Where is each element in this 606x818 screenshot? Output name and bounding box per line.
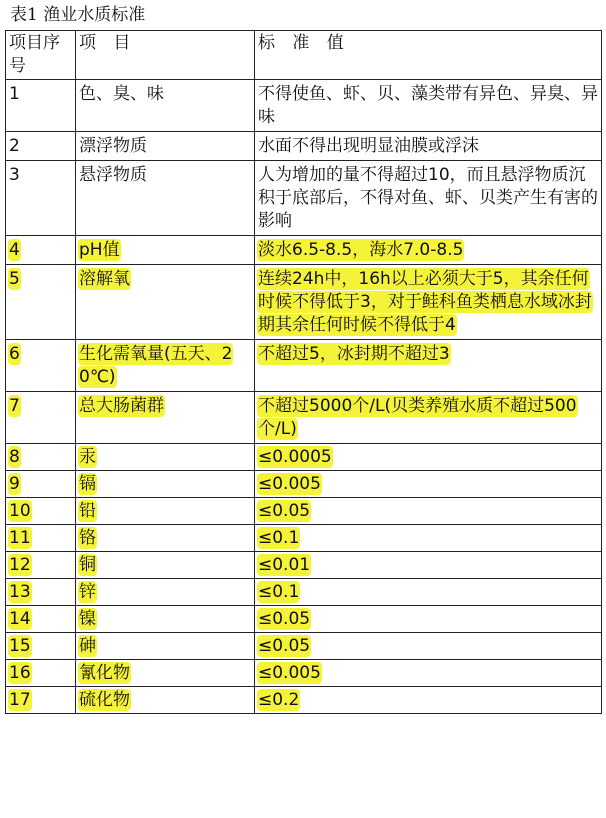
row-number-cell	[6, 498, 76, 525]
row-value: 不超过5000个/L(贝类养殖水质不超过500个/L)	[258, 396, 577, 439]
row-number: 9	[9, 474, 20, 494]
row-number: 5	[9, 269, 20, 289]
water-quality-table	[5, 30, 602, 714]
row-number: 6	[9, 344, 20, 364]
row-value: ≤0.2	[258, 690, 300, 710]
row-item: 镉	[79, 474, 96, 494]
table-header-row	[6, 31, 602, 80]
row-number-cell	[6, 340, 76, 392]
row-value: ≤0.1	[258, 528, 300, 548]
row-number: 13	[9, 582, 31, 602]
row-number: 10	[9, 501, 31, 521]
row-value-cell	[255, 498, 602, 525]
table-row	[6, 392, 602, 444]
row-value-cell	[255, 471, 602, 498]
row-item: 铜	[79, 555, 96, 575]
row-value-cell	[255, 660, 602, 687]
row-value-cell	[255, 606, 602, 633]
row-value: ≤0.005	[258, 663, 321, 683]
row-number: 8	[9, 447, 20, 467]
table-row	[6, 265, 602, 340]
row-item-cell	[76, 687, 255, 714]
row-number-cell	[6, 552, 76, 579]
table-row	[6, 660, 602, 687]
row-number: 17	[9, 690, 31, 710]
row-item-cell	[76, 525, 255, 552]
row-value: 不得使鱼、虾、贝、藻类带有异色、异臭、异味	[258, 84, 598, 127]
row-value: 连续24h中，16h以上必须大于5，其余任何时候不得低于3，对于鲑科鱼类栖息水域冰封期其余任何时候不得低于4	[258, 269, 592, 335]
row-value: ≤0.0005	[258, 447, 332, 467]
row-item-cell	[76, 552, 255, 579]
row-number-cell	[6, 444, 76, 471]
row-value-cell	[255, 236, 602, 265]
row-value-cell	[255, 444, 602, 471]
row-item: 总大肠菌群	[79, 396, 164, 416]
row-number-cell	[6, 579, 76, 606]
row-number: 1	[9, 84, 20, 104]
row-item: 汞	[79, 447, 96, 467]
row-item-cell	[76, 444, 255, 471]
row-item-cell	[76, 392, 255, 444]
row-value: ≤0.05	[258, 636, 311, 656]
row-item: pH值	[79, 240, 120, 260]
row-number-cell	[6, 471, 76, 498]
table-row	[6, 525, 602, 552]
row-item-cell	[76, 236, 255, 265]
row-value-cell	[255, 392, 602, 444]
row-item: 漂浮物质	[79, 136, 147, 156]
row-number: 4	[9, 240, 20, 260]
table-row	[6, 633, 602, 660]
row-item-cell	[76, 633, 255, 660]
row-value: ≤0.01	[258, 555, 311, 575]
row-item-cell	[76, 80, 255, 132]
row-value: ≤0.05	[258, 609, 311, 629]
row-value: 不超过5，冰封期不超过3	[258, 344, 450, 364]
row-number: 7	[9, 396, 20, 416]
row-item-cell	[76, 132, 255, 161]
table-row	[6, 132, 602, 161]
row-number: 3	[9, 165, 20, 185]
row-item-cell	[76, 579, 255, 606]
header-item-name: 项 目	[76, 31, 255, 80]
row-number: 15	[9, 636, 31, 656]
row-value: 人为增加的量不得超过10，而且悬浮物质沉积于底部后，不得对鱼、虾、贝类产生有害的影响	[258, 165, 598, 231]
row-value-cell	[255, 687, 602, 714]
row-item: 硫化物	[79, 690, 130, 710]
table-row	[6, 161, 602, 236]
row-number-cell	[6, 236, 76, 265]
row-item-cell	[76, 265, 255, 340]
row-item-cell	[76, 161, 255, 236]
table-row	[6, 471, 602, 498]
row-item: 氰化物	[79, 663, 130, 683]
row-item-cell	[76, 471, 255, 498]
row-number-cell	[6, 687, 76, 714]
table-row	[6, 236, 602, 265]
row-value-cell	[255, 579, 602, 606]
row-value-cell	[255, 340, 602, 392]
row-number-cell	[6, 265, 76, 340]
row-number: 14	[9, 609, 31, 629]
row-number: 2	[9, 136, 20, 156]
row-value-cell	[255, 161, 602, 236]
row-number-cell	[6, 606, 76, 633]
row-number-cell	[6, 633, 76, 660]
row-item-cell	[76, 498, 255, 525]
row-value-cell	[255, 265, 602, 340]
row-item: 悬浮物质	[79, 165, 147, 185]
table-row	[6, 687, 602, 714]
row-item: 溶解氧	[79, 269, 130, 289]
header-standard-value: 标 准 值	[255, 31, 602, 80]
row-number: 16	[9, 663, 31, 683]
row-value-cell	[255, 552, 602, 579]
row-item: 色、臭、味	[79, 84, 164, 104]
row-number-cell	[6, 660, 76, 687]
row-value: ≤0.05	[258, 501, 311, 521]
table-row	[6, 579, 602, 606]
row-value-cell	[255, 132, 602, 161]
row-value: ≤0.005	[258, 474, 321, 494]
table-caption: 表1 渔业水质标准	[10, 5, 146, 25]
table-row	[6, 552, 602, 579]
row-number-cell	[6, 132, 76, 161]
header-item-number: 项目序号	[6, 31, 76, 80]
row-item: 铬	[79, 528, 96, 548]
row-number-cell	[6, 392, 76, 444]
row-value-cell	[255, 633, 602, 660]
table-row	[6, 498, 602, 525]
table-body	[6, 80, 602, 714]
table-row	[6, 340, 602, 392]
row-number-cell	[6, 80, 76, 132]
row-item-cell	[76, 606, 255, 633]
table-row	[6, 80, 602, 132]
row-value-cell	[255, 80, 602, 132]
row-value: 淡水6.5-8.5，海水7.0-8.5	[258, 240, 464, 260]
row-number-cell	[6, 525, 76, 552]
row-number: 11	[9, 528, 31, 548]
row-item: 锌	[79, 582, 96, 602]
row-value: ≤0.1	[258, 582, 300, 602]
row-value-cell	[255, 525, 602, 552]
row-item: 铅	[79, 501, 96, 521]
row-item: 砷	[79, 636, 96, 656]
row-item: 生化需氧量(五天、20℃)	[79, 344, 233, 387]
table-row	[6, 444, 602, 471]
row-item-cell	[76, 660, 255, 687]
row-number: 12	[9, 555, 31, 575]
row-item: 镍	[79, 609, 96, 629]
table-row	[6, 606, 602, 633]
row-number-cell	[6, 161, 76, 236]
row-item-cell	[76, 340, 255, 392]
row-value: 水面不得出现明显油膜或浮沫	[258, 136, 479, 156]
